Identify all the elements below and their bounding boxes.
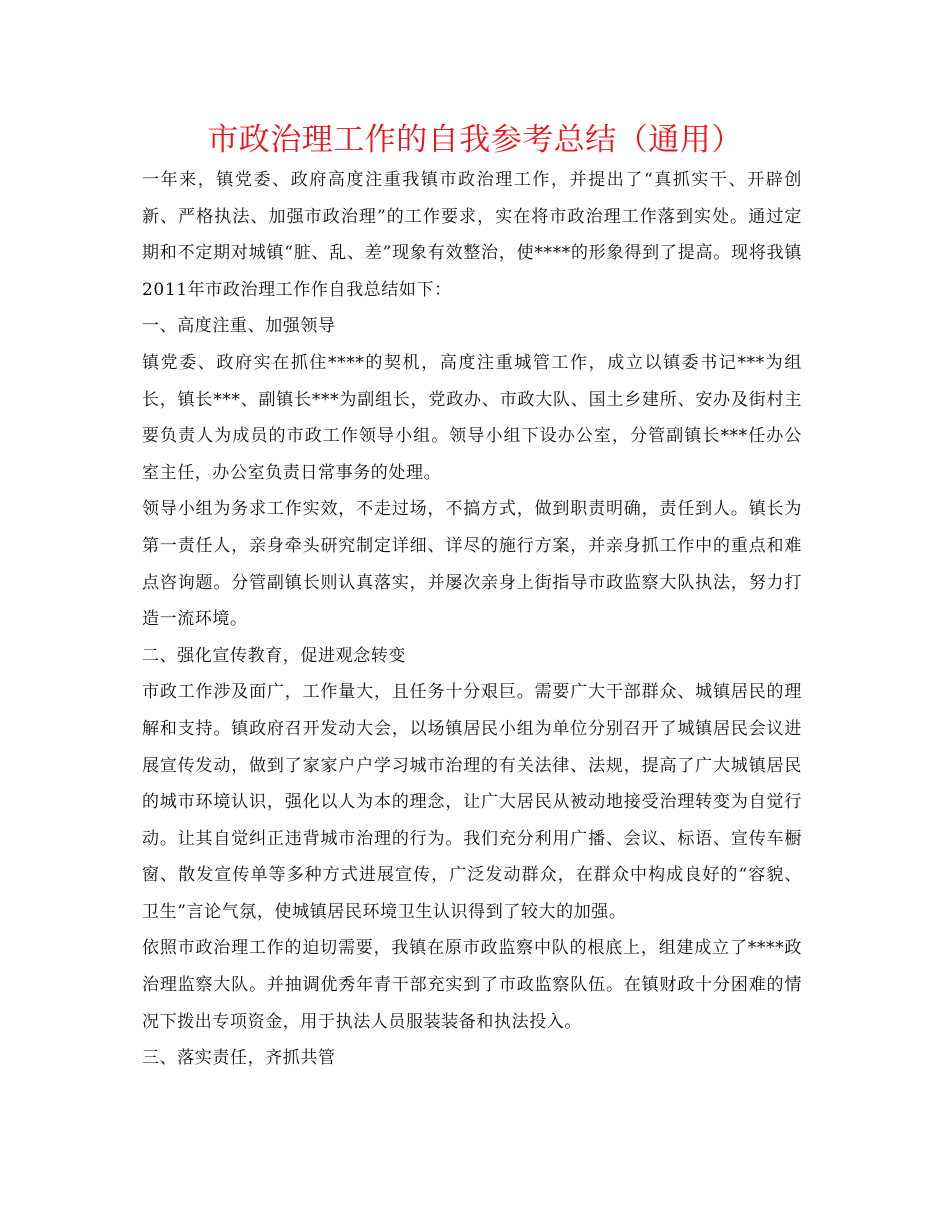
intro-paragraph: 一年来，镇党委、政府高度注重我镇市政治理工作，并提出了“真抓实干、开辟创新、严格执法、加强市政治理”的工作要求，实在将市政治理工作落到实处。通过定期和不定期对城镇“脏、乱、差”现象有效整治，使****的形象得到了提高。现将我镇2011年市政治理工作作自我总结如下： <box>142 170 802 300</box>
body-paragraph: 镇党委、政府实在抓住****的契机，高度注重城管工作，成立以镇委书记***为组长，镇长***、副镇长***为副组长，党政办、市政大队、国土乡建所、安办及街村主要负责人为成员的市政工作领导小组。领导小组下设办公室，分管副镇长***任办公室主任，办公室负责日常事务的处理。 <box>142 352 802 483</box>
body-paragraph: 依照市政治理工作的迫切需要，我镇在原市政监察中队的根底上，组建成立了****政治理监察大队。并抽调优秀年青干部充实到了市政监察队伍。在镇财政十分困难的情况下拨出专项资金，用于执法人员服装装备和执法投入。 <box>142 938 802 1032</box>
section-heading-3: 三、落实责任，齐抓共管 <box>142 1048 336 1069</box>
body-paragraph: 市政工作涉及面广，工作量大，且任务十分艰巨。需要广大干部群众、城镇居民的理解和支持。镇政府召开发动大会，以场镇居民小组为单位分别召开了城镇居民会议进展宣传发动，做到了家家户户学习城市治理的有关法律、法规，提高了广大城镇居民的城市环境认识，强化以人为本的理念，让广大居民从被动地接受治理转变为自觉行动。让其自觉纠正违背城市治理的行为。我们充分利用广播、会议、标语、宣传车橱窗、散发宣传单等多种方式进展宣传，广泛发动群众，在群众中构成良好的“容貌、卫生”言论气氛，使城镇居民环境卫生认识得到了较大的加强。 <box>142 682 802 922</box>
document-title: 市政治理工作的自我参考总结（通用） <box>207 122 743 158</box>
body-paragraph: 领导小组为务求工作实效，不走过场，不搞方式，做到职责明确，责任到人。镇长为第一责任人，亲身牵头研究制定详细、详尽的施行方案，并亲身抓工作中的重点和难点咨询题。分管副镇长则认真落实，并屡次亲身上街指导市政监察大队执法，努力打造一流环境。 <box>142 499 802 630</box>
section-heading-2: 二、强化宣传教育，促进观念转变 <box>142 645 406 666</box>
document-body <box>142 162 802 1077</box>
section-heading-1: 一、高度注重、加强领导 <box>142 316 336 337</box>
